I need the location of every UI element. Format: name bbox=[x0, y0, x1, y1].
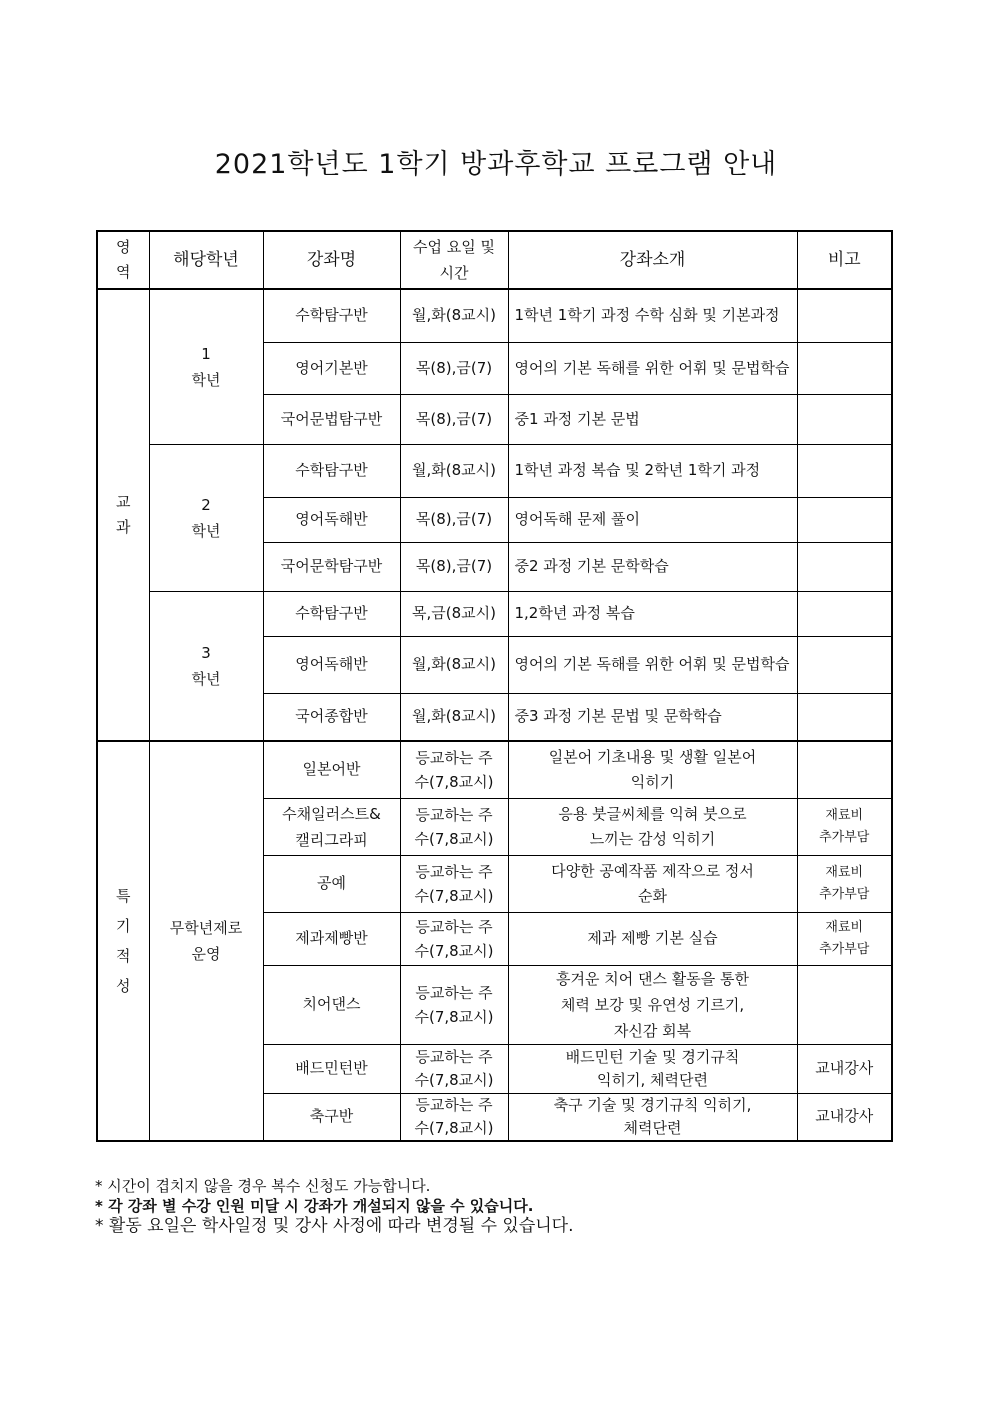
course-note: 재료비 추가부담 bbox=[797, 798, 892, 855]
page-title: 2021학년도 1학기 방과후학교 프로그램 안내 bbox=[214, 149, 778, 180]
course-name: 영어기본반 bbox=[263, 342, 400, 394]
course-schedule: 월,화(8교시) bbox=[400, 693, 508, 741]
note-line: * 각 강좌 별 수강 인원 미달 시 강좌가 개설되지 않을 수 있습니다. bbox=[95, 1197, 534, 1215]
course-schedule: 등교하는 주 수(7,8교시) bbox=[400, 965, 508, 1044]
course-schedule: 목(8),금(7) bbox=[400, 342, 508, 394]
course-note bbox=[797, 342, 892, 394]
course-note bbox=[797, 497, 892, 542]
header-note: 비고 bbox=[797, 231, 892, 289]
course-schedule: 월,화(8교시) bbox=[400, 444, 508, 497]
course-intro: 흥겨운 치어 댄스 활동을 통한 체력 보강 및 유연성 기르기, 자신감 회복 bbox=[508, 965, 797, 1044]
course-note: 교내강사 bbox=[797, 1044, 892, 1093]
course-intro: 중2 과정 기본 문학학습 bbox=[508, 542, 797, 591]
course-intro: 중1 과정 기본 문법 bbox=[508, 394, 797, 444]
course-schedule: 등교하는 주 수(7,8교시) bbox=[400, 1093, 508, 1141]
course-name: 국어문법탐구반 bbox=[263, 394, 400, 444]
grade-cell: 1 학년 bbox=[149, 289, 263, 444]
course-name: 공예 bbox=[263, 855, 400, 912]
course-note: 재료비 추가부담 bbox=[797, 855, 892, 912]
course-schedule: 월,화(8교시) bbox=[400, 636, 508, 693]
course-intro: 배드민턴 기술 및 경기규칙 익히기, 체력단련 bbox=[508, 1044, 797, 1093]
course-note bbox=[797, 741, 892, 798]
course-intro: 영어의 기본 독해를 위한 어휘 및 문법학습 bbox=[508, 342, 797, 394]
course-name: 수학탐구반 bbox=[263, 444, 400, 497]
course-schedule: 목,금(8교시) bbox=[400, 591, 508, 636]
grade-cell: 무학년제로 운영 bbox=[149, 741, 263, 1141]
course-schedule: 등교하는 주 수(7,8교시) bbox=[400, 855, 508, 912]
header-area: 영 역 bbox=[97, 231, 149, 289]
course-name: 국어문학탐구반 bbox=[263, 542, 400, 591]
course-name: 수학탐구반 bbox=[263, 289, 400, 342]
course-note bbox=[797, 636, 892, 693]
note-line: * 활동 요일은 학사일정 및 강사 사정에 따라 변경될 수 있습니다. bbox=[95, 1216, 574, 1236]
course-name: 영어독해반 bbox=[263, 497, 400, 542]
section-subject: 교 과 bbox=[97, 289, 149, 741]
course-schedule: 등교하는 주 수(7,8교시) bbox=[400, 1044, 508, 1093]
course-schedule: 등교하는 주 수(7,8교시) bbox=[400, 741, 508, 798]
course-intro: 1,2학년 과정 복습 bbox=[508, 591, 797, 636]
course-name: 배드민턴반 bbox=[263, 1044, 400, 1093]
course-intro: 일본어 기초내용 및 생활 일본어 익히기 bbox=[508, 741, 797, 798]
course-intro: 다양한 공예작품 제작으로 정서 순화 bbox=[508, 855, 797, 912]
course-note bbox=[797, 394, 892, 444]
header-intro: 강좌소개 bbox=[508, 231, 797, 289]
course-schedule: 등교하는 주 수(7,8교시) bbox=[400, 798, 508, 855]
course-name: 영어독해반 bbox=[263, 636, 400, 693]
course-intro: 제과 제빵 기본 실습 bbox=[508, 912, 797, 965]
course-schedule: 목(8),금(7) bbox=[400, 542, 508, 591]
course-note bbox=[797, 444, 892, 497]
course-name: 축구반 bbox=[263, 1093, 400, 1141]
course-intro: 영어독해 문제 풀이 bbox=[508, 497, 797, 542]
note-line: * 시간이 겹치지 않을 경우 복수 신청도 가능합니다. bbox=[95, 1177, 431, 1195]
course-schedule: 월,화(8교시) bbox=[400, 289, 508, 342]
course-intro: 중3 과정 기본 문법 및 문학학습 bbox=[508, 693, 797, 741]
course-note bbox=[797, 965, 892, 1044]
course-intro: 1학년 1학기 과정 수학 심화 및 기본과정 bbox=[508, 289, 797, 342]
course-name: 수채일러스트& 캘리그라피 bbox=[263, 798, 400, 855]
course-name: 제과제빵반 bbox=[263, 912, 400, 965]
course-name: 치어댄스 bbox=[263, 965, 400, 1044]
program-table bbox=[96, 230, 893, 1142]
grade-cell: 2 학년 bbox=[149, 444, 263, 591]
course-name: 일본어반 bbox=[263, 741, 400, 798]
course-schedule: 목(8),금(7) bbox=[400, 394, 508, 444]
header-grade: 해당학년 bbox=[149, 231, 263, 289]
course-schedule: 등교하는 주 수(7,8교시) bbox=[400, 912, 508, 965]
course-note bbox=[797, 693, 892, 741]
course-note bbox=[797, 289, 892, 342]
course-note: 교내강사 bbox=[797, 1093, 892, 1141]
course-intro: 1학년 과정 복습 및 2학년 1학기 과정 bbox=[508, 444, 797, 497]
course-note bbox=[797, 542, 892, 591]
course-note: 재료비 추가부담 bbox=[797, 912, 892, 965]
header-course: 강좌명 bbox=[263, 231, 400, 289]
course-intro: 축구 기술 및 경기규칙 익히기, 체력단련 bbox=[508, 1093, 797, 1141]
section-special: 특 기 적 성 bbox=[97, 741, 149, 1141]
course-schedule: 목(8),금(7) bbox=[400, 497, 508, 542]
header-schedule: 수업 요일 및 시간 bbox=[400, 231, 508, 289]
grade-cell: 3 학년 bbox=[149, 591, 263, 741]
course-intro: 응용 붓글씨체를 익혀 붓으로 느끼는 감성 익히기 bbox=[508, 798, 797, 855]
notes bbox=[95, 1176, 574, 1236]
course-name: 국어종합반 bbox=[263, 693, 400, 741]
course-name: 수학탐구반 bbox=[263, 591, 400, 636]
course-note bbox=[797, 591, 892, 636]
course-intro: 영어의 기본 독해를 위한 어휘 및 문법학습 bbox=[508, 636, 797, 693]
